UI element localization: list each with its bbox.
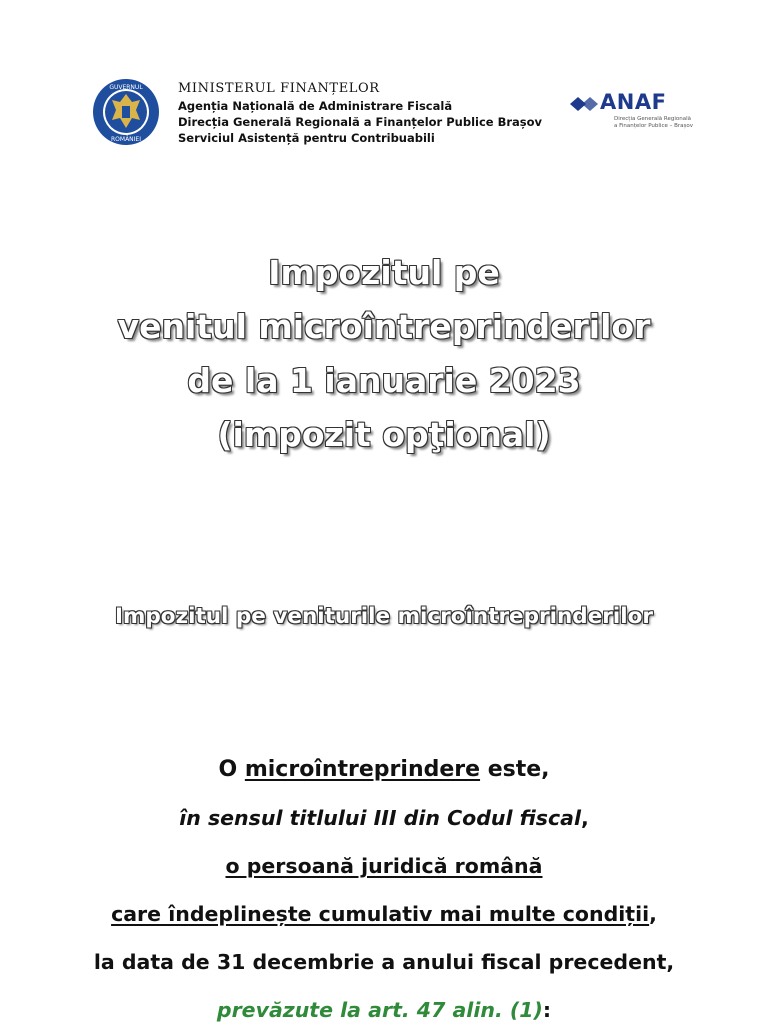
directorate-name: Direcția Generală Regională a Finanțelor Publice Brașov [178,115,543,129]
agency-name: Agenția Națională de Administrare Fiscală [178,99,453,113]
legal-reference: prevăzute la art. 47 alin. (1) [216,998,543,1022]
definition-line-4: care îndeplinește cumulativ mai multe condiții, [111,902,657,926]
anaf-wordmark: ANAF [600,90,667,114]
title-line-3: de la 1 ianuarie 2023 [187,361,581,400]
definition-line-2: în sensul titlului III din Codul fiscal, [179,806,589,830]
definition-block [0,746,768,1034]
service-name: Serviciul Asistență pentru Contribuabili [178,131,435,145]
anaf-sub-line1: Direcția Generală Regională [614,116,692,122]
document-header [92,78,712,150]
government-emblem-icon [92,78,160,146]
section-subtitle: Impozitul pe veniturile microîntreprinderilor [115,604,653,629]
title-line-1: Impozitul pe [268,253,500,292]
ministry-name: MINISTERUL FINANȚELOR [178,81,380,96]
emblem-bottom-text: ROMÂNIEI [111,136,141,143]
title-line-2: venitul microîntreprinderilor [117,307,651,346]
definition-line-1: O microîntreprindere este, [218,757,550,782]
term-microintreprindere: microîntreprindere [244,757,481,782]
anaf-sub-line2: a Finanțelor Publice – Brașov [614,122,693,129]
anaf-logo [568,92,698,132]
emblem-top-text: GUVERNUL [109,84,143,91]
document-title [0,246,768,462]
anaf-subtitle [614,116,704,129]
title-line-4: (impozit opţional) [217,415,551,454]
definition-line-5: la data de 31 decembrie a anului fiscal precedent, [93,950,675,974]
institution-block [178,80,542,145]
definition-line-3: o persoană juridică română [225,854,543,878]
definition-line-6: prevăzute la art. 47 alin. (1): [216,998,552,1022]
anaf-mark-icon [568,95,602,113]
